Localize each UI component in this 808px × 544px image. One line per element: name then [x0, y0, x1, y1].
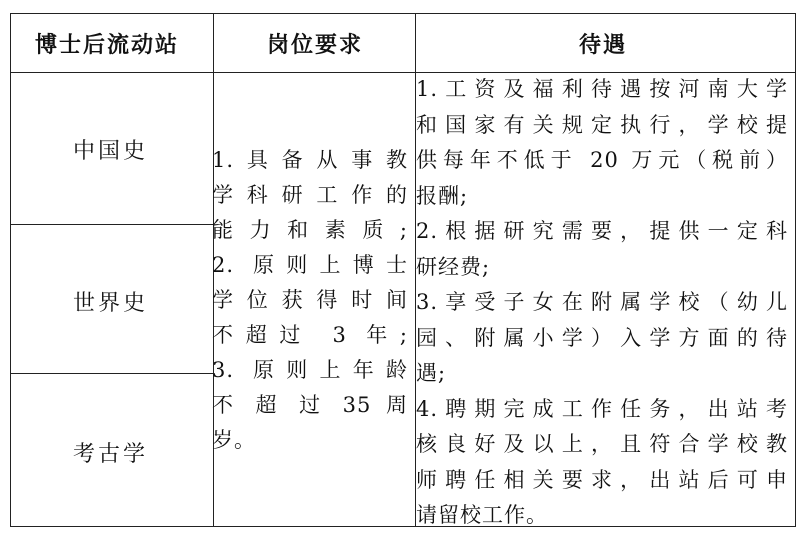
benefits-line: 研经费;	[416, 254, 491, 279]
header-requirements: 岗位要求	[267, 32, 364, 58]
benefits-line: 2.根据研究需要，提供一定科	[416, 219, 788, 243]
requirements-line: 3. 原则上年龄	[212, 358, 408, 382]
benefits-line: 报酬;	[416, 183, 469, 208]
row-divider-1	[11, 224, 213, 225]
requirements-line: 不超过 3 年;	[212, 323, 408, 347]
benefits-line: 3.享受子女在附属学校（幼儿	[416, 290, 788, 314]
header-benefits: 待遇	[579, 32, 628, 58]
requirements-line: 2. 原则上博士	[212, 253, 408, 277]
station-world-history: 世界史	[73, 291, 149, 316]
row-divider-2	[11, 373, 213, 374]
requirements-line: 不 超 过 35 周	[212, 393, 408, 417]
benefits-line: 供每年不低于 20 万元（税前）	[416, 148, 788, 172]
header-station: 博士后流动站	[35, 32, 180, 58]
requirements-line: 学科研工作的	[212, 183, 408, 207]
requirements-line: 1.具备从事教	[212, 148, 408, 172]
benefits-text	[416, 72, 788, 534]
station-chinese-history: 中国史	[73, 139, 149, 164]
benefits-line: 请留校工作。	[416, 503, 548, 527]
station-archaeology: 考古学	[73, 442, 149, 467]
benefits-line: 园、附属小学）入学方面的待	[416, 325, 788, 350]
benefits-line: 1.工资及福利待遇按河南大学	[416, 77, 788, 101]
benefits-line: 师聘任相关要求，出站后可申	[416, 467, 788, 492]
requirements-text	[212, 143, 408, 458]
benefits-line: 4.聘期完成工作任务，出站考	[416, 396, 788, 421]
requirements-line: 学位获得时间	[212, 288, 408, 312]
requirements-line: 岁。	[212, 428, 256, 452]
benefits-line: 核良好及以上，且符合学校教	[416, 432, 788, 456]
benefits-line: 遇;	[416, 361, 447, 385]
benefits-line: 和国家有关规定执行，学校提	[416, 112, 788, 137]
requirements-line: 能力和素质;	[212, 218, 408, 242]
